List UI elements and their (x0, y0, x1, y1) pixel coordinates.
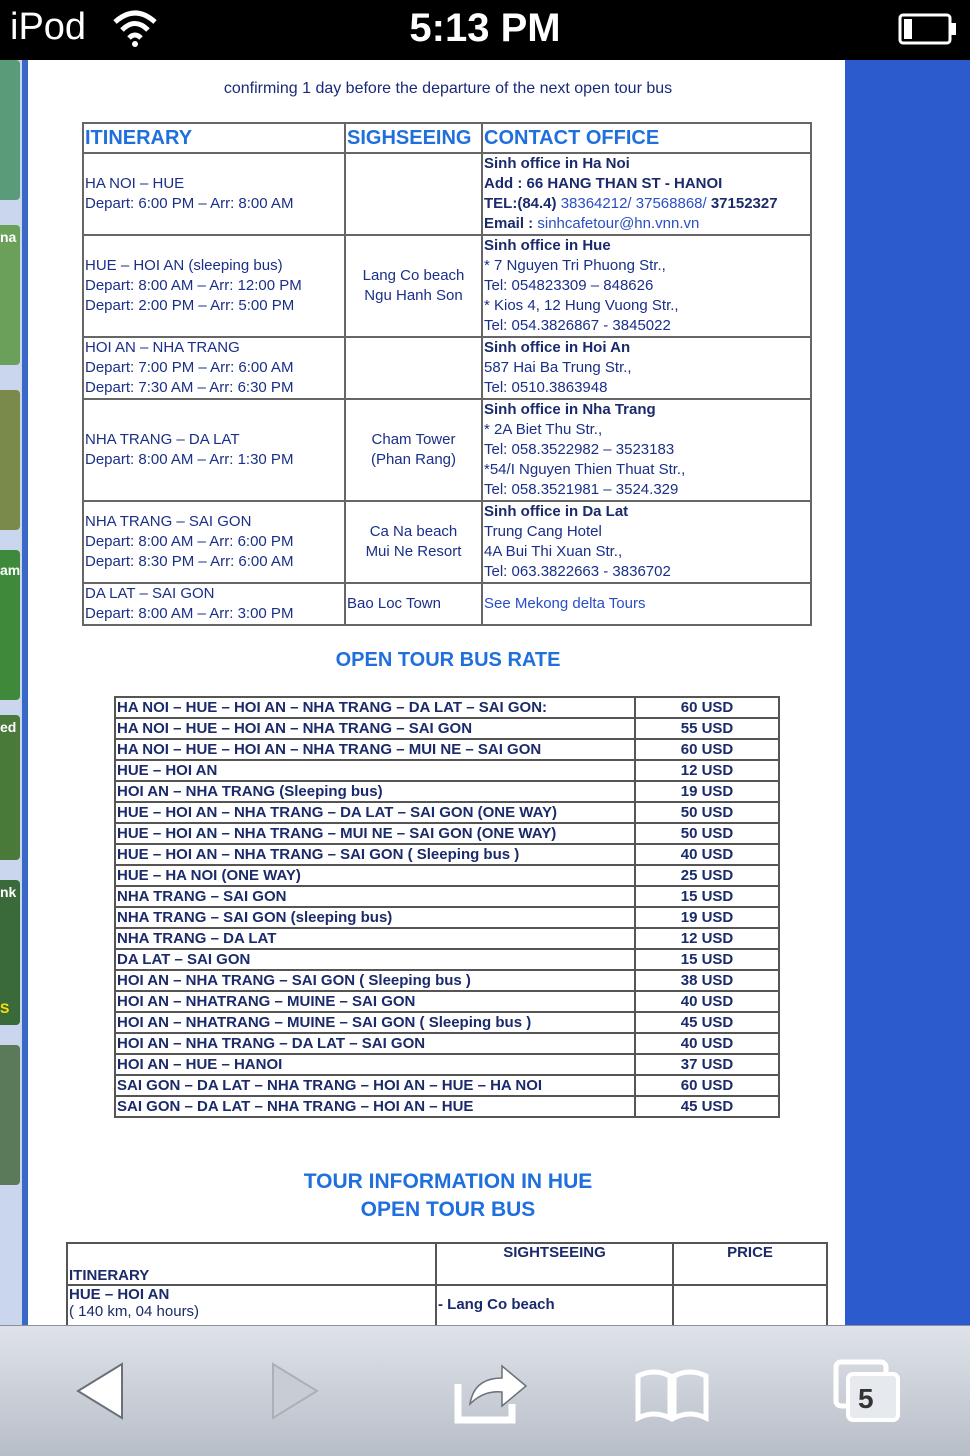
side-thumbnail-label: S (0, 1000, 10, 1016)
table-row (83, 501, 811, 583)
sight-item: Cham Tower (371, 431, 456, 448)
office-line: Tel: 054.3826867 - 3845022 (484, 317, 671, 334)
tel-link[interactable]: 38364212/ 37568868/ (560, 195, 707, 212)
sightseeing-cell (345, 153, 482, 235)
rate-route: HOI AN – HUE – HANOI (115, 1054, 635, 1075)
rate-price: 50 USD (635, 802, 779, 823)
depart-time: Depart: 8:00 AM – Arr: 12:00 PM (85, 277, 302, 294)
sight-item: Ca Na beach (369, 523, 458, 540)
route-name: NHA TRANG – DA LAT (85, 431, 240, 448)
sight-item: Mui Ne Resort (365, 543, 462, 560)
header-sightseeing: SIGHSEEING (345, 123, 482, 153)
mekong-tours-link[interactable]: See Mekong delta Tours (484, 595, 646, 612)
email-label: Email : (484, 215, 534, 232)
rate-price: 19 USD (635, 907, 779, 928)
rate-row (115, 760, 779, 781)
rate-row (115, 802, 779, 823)
status-bar (0, 0, 970, 60)
rate-route: HOI AN – NHA TRANG (Sleeping bus) (115, 781, 635, 802)
rate-route: DA LAT – SAI GON (115, 949, 635, 970)
rate-price: 37 USD (635, 1054, 779, 1075)
side-thumbnail[interactable] (0, 390, 20, 530)
rate-price: 50 USD (635, 823, 779, 844)
route-name: HA NOI – HUE (85, 175, 185, 192)
rate-price: 12 USD (635, 760, 779, 781)
rate-row (115, 1075, 779, 1096)
battery-icon (898, 12, 958, 46)
table-row (83, 583, 811, 625)
hue-info-title-line: OPEN TOUR BUS (360, 1198, 536, 1221)
office-name: Sinh office in Da Lat (484, 503, 629, 520)
depart-time: Depart: 7:30 AM – Arr: 6:30 PM (85, 379, 294, 396)
side-thumbnail-label: am (0, 562, 21, 578)
office-line: Tel: 058.3521981 – 3524.329 (484, 481, 679, 498)
rate-route: HUE – HOI AN (115, 760, 635, 781)
sight-item: Ngu Hanh Son (364, 287, 463, 304)
itinerary-table (82, 122, 812, 626)
side-thumbnail-label: ed (0, 719, 17, 735)
email-link[interactable]: sinhcafetour@hn.vnn.vn (537, 215, 700, 232)
itinerary-cell (83, 153, 345, 235)
rate-row (115, 991, 779, 1012)
table-header-row (83, 123, 811, 153)
side-thumbnail-label: nk (0, 884, 17, 900)
office-cell (482, 583, 811, 625)
office-line: Tel: 054823309 – 848626 (484, 277, 654, 294)
office-line: Tel: 063.3822663 - 3836702 (484, 563, 671, 580)
rate-route: NHA TRANG – DA LAT (115, 928, 635, 949)
office-cell (482, 153, 811, 235)
rate-row (115, 697, 779, 718)
depart-time: Depart: 8:00 AM – Arr: 1:30 PM (85, 451, 294, 468)
office-line: * 7 Nguyen Tri Phuong Str., (484, 257, 666, 274)
rate-row (115, 865, 779, 886)
route-name: HUE – HOI AN (69, 1286, 170, 1303)
forward-icon[interactable] (255, 1356, 335, 1426)
office-line: Tel: 0510.3863948 (484, 379, 608, 396)
sightseeing-cell (436, 1285, 673, 1325)
side-thumbnail[interactable] (0, 225, 20, 365)
itinerary-cell (67, 1285, 436, 1325)
rate-route: HUE – HOI AN – NHA TRANG – DA LAT – SAI GON (ONE WAY) (115, 802, 635, 823)
depart-time: Depart: 2:00 PM – Arr: 5:00 PM (85, 297, 295, 314)
rate-route: HOI AN – NHATRANG – MUINE – SAI GON (115, 991, 635, 1012)
rate-price: 12 USD (635, 928, 779, 949)
itinerary-cell (83, 399, 345, 501)
office-cell (482, 337, 811, 399)
rate-route: NHA TRANG – SAI GON (115, 886, 635, 907)
rate-price: 38 USD (635, 970, 779, 991)
office-name: Sinh office in Nha Trang (484, 401, 656, 418)
hue-info-title (28, 1168, 845, 1224)
rate-route: HOI AN – NHA TRANG – SAI GON ( Sleeping bus ) (115, 970, 635, 991)
rate-price: 15 USD (635, 886, 779, 907)
rate-row (115, 844, 779, 865)
office-cell (482, 235, 811, 337)
table-header-row (67, 1243, 827, 1285)
itinerary-cell (83, 235, 345, 337)
price-cell (673, 1285, 827, 1325)
rate-price: 45 USD (635, 1096, 779, 1117)
intro-text: confirming 1 day before the departure of the next open tour bus (223, 80, 673, 97)
depart-time: Depart: 6:00 PM – Arr: 8:00 AM (85, 195, 294, 212)
side-thumbnail[interactable] (0, 880, 20, 1025)
rate-route: SAI GON – DA LAT – NHA TRANG – HOI AN – HUE (115, 1096, 635, 1117)
itinerary-cell (83, 337, 345, 399)
header-itinerary: ITINERARY (67, 1243, 436, 1285)
rate-route: HA NOI – HUE – HOI AN – NHA TRANG – SAI GON (115, 718, 635, 739)
header-contact-office: CONTACT OFFICE (482, 123, 811, 153)
rate-section-title: OPEN TOUR BUS RATE (335, 649, 561, 671)
rate-route: HA NOI – HUE – HOI AN – NHA TRANG – DA LAT – SAI GON: (115, 697, 635, 718)
share-icon[interactable] (450, 1356, 530, 1426)
side-thumbnail[interactable] (0, 550, 20, 700)
rate-route: HA NOI – HUE – HOI AN – NHA TRANG – MUI NE – SAI GON (115, 739, 635, 760)
rate-price: 40 USD (635, 991, 779, 1012)
sight-item: - Lang Co beach (438, 1296, 555, 1313)
back-icon[interactable] (70, 1356, 150, 1426)
table-row (67, 1285, 827, 1325)
rate-row (115, 739, 779, 760)
sightseeing-cell (345, 583, 482, 625)
itinerary-cell (83, 501, 345, 583)
office-line: * Kios 4, 12 Hung Vuong Str., (484, 297, 679, 314)
hue-info-title-line: TOUR INFORMATION IN HUE (303, 1170, 593, 1193)
rate-row (115, 718, 779, 739)
side-thumbnail-label: na (0, 229, 17, 245)
rate-row (115, 1096, 779, 1117)
office-line: * 2A Biet Thu Str., (484, 421, 603, 438)
depart-time: Depart: 7:00 PM – Arr: 6:00 AM (85, 359, 294, 376)
rate-price: 15 USD (635, 949, 779, 970)
office-line: 4A Bui Thi Xuan Str., (484, 543, 623, 560)
rate-row (115, 907, 779, 928)
rate-row (115, 781, 779, 802)
sight-item: Lang Co beach (362, 267, 465, 284)
rate-route: HOI AN – NHA TRANG – DA LAT – SAI GON (115, 1033, 635, 1054)
sightseeing-cell (345, 337, 482, 399)
depart-time: Depart: 8:00 AM – Arr: 3:00 PM (85, 605, 294, 622)
route-name: NHA TRANG – SAI GON (85, 513, 252, 530)
rate-price: 19 USD (635, 781, 779, 802)
office-line: 587 Hai Ba Trung Str., (484, 359, 632, 376)
rate-route: HUE – HOI AN – NHA TRANG – SAI GON ( Sleeping bus ) (115, 844, 635, 865)
depart-time: Depart: 8:00 AM – Arr: 6:00 PM (85, 533, 294, 550)
route-name: HOI AN – NHA TRANG (85, 339, 240, 356)
tel-label: TEL:(84.4) (484, 195, 557, 212)
office-cell (482, 399, 811, 501)
table-row (83, 153, 811, 235)
sightseeing-cell (345, 235, 482, 337)
sight-item: (Phan Rang) (370, 451, 457, 468)
office-name: Sinh office in Ha Noi (484, 155, 630, 172)
header-sightseeing: SIGHTSEEING (436, 1243, 673, 1285)
side-thumbnail[interactable] (0, 715, 20, 860)
route-name: DA LAT – SAI GON (85, 585, 215, 602)
sightseeing-cell (345, 501, 482, 583)
sight-item: Bao Loc Town (347, 595, 441, 612)
rate-row (115, 886, 779, 907)
rate-row (115, 928, 779, 949)
office-address: Add : 66 HANG THAN ST - HANOI (484, 175, 723, 192)
hue-tour-table (66, 1242, 828, 1325)
rate-route: HUE – HOI AN – NHA TRANG – MUI NE – SAI GON (ONE WAY) (115, 823, 635, 844)
itinerary-cell (83, 583, 345, 625)
rate-price: 55 USD (635, 718, 779, 739)
rate-route: HUE – HA NOI (ONE WAY) (115, 865, 635, 886)
table-row (83, 235, 811, 337)
rate-price: 25 USD (635, 865, 779, 886)
rates-table (114, 696, 780, 1118)
depart-time: Depart: 8:30 PM – Arr: 6:00 AM (85, 553, 294, 570)
bookmarks-icon[interactable] (632, 1356, 712, 1426)
tab-count: 5 (858, 1383, 874, 1414)
route-detail: ( 140 km, 04 hours) (69, 1303, 200, 1320)
route-name: HUE – HOI AN (sleeping bus) (85, 257, 283, 274)
office-cell (482, 501, 811, 583)
web-content (28, 60, 845, 1325)
rate-route: SAI GON – DA LAT – NHA TRANG – HOI AN – HUE – HA NOI (115, 1075, 635, 1096)
rate-row (115, 1054, 779, 1075)
office-name: Sinh office in Hue (484, 237, 611, 254)
office-line: *54/I Nguyen Thien Thuat Str., (484, 461, 686, 478)
browser-toolbar (0, 1325, 970, 1456)
table-row (83, 399, 811, 501)
left-thumbnail-strip (0, 60, 22, 1325)
clock: 5:13 PM (409, 6, 561, 50)
rate-row (115, 970, 779, 991)
rate-route: NHA TRANG – SAI GON (sleeping bus) (115, 907, 635, 928)
sightseeing-cell (345, 399, 482, 501)
tel-number: 37152327 (710, 195, 778, 212)
rate-row (115, 949, 779, 970)
rate-row (115, 823, 779, 844)
rate-row (115, 1012, 779, 1033)
side-thumbnail[interactable] (0, 1045, 20, 1185)
rate-price: 60 USD (635, 697, 779, 718)
rate-price: 40 USD (635, 844, 779, 865)
right-background-strip (845, 60, 970, 1325)
office-line: Tel: 058.3522982 – 3523183 (484, 441, 675, 458)
rate-price: 45 USD (635, 1012, 779, 1033)
rate-row (115, 1033, 779, 1054)
office-line: Trung Cang Hotel (484, 523, 602, 540)
rate-price: 60 USD (635, 1075, 779, 1096)
header-itinerary: ITINERARY (83, 123, 345, 153)
carrier-label: iPod (10, 6, 87, 48)
rate-price: 40 USD (635, 1033, 779, 1054)
side-thumbnail[interactable] (0, 60, 20, 200)
table-row (83, 337, 811, 399)
header-price: PRICE (673, 1243, 827, 1285)
office-name: Sinh office in Hoi An (484, 339, 631, 356)
rate-route: HOI AN – NHATRANG – MUINE – SAI GON ( Sleeping bus ) (115, 1012, 635, 1033)
rate-price: 60 USD (635, 739, 779, 760)
